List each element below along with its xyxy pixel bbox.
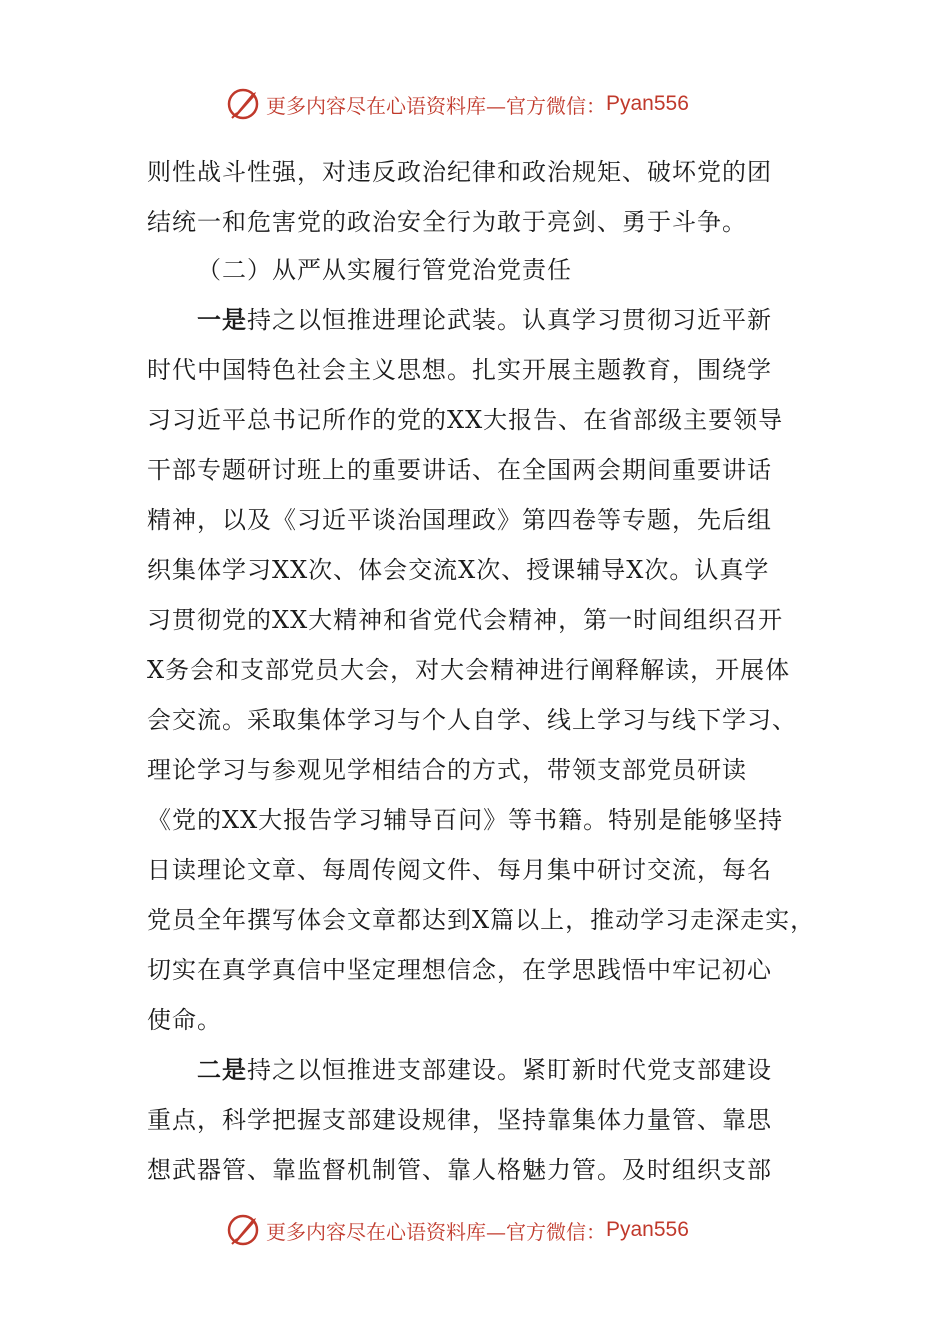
- text-line: 日读理论文章、每周传阅文件、每月集中研讨交流，每名: [147, 856, 772, 884]
- paragraph-text: 持之以恒推进理论武装。认真学习贯彻习近平新: [247, 306, 772, 334]
- text-line: 精神，以及《习近平谈治国理政》第四卷等专题，先后组: [147, 506, 772, 534]
- banner-text: 更多内容尽在心语资料库—官方微信：: [266, 1219, 606, 1244]
- text-line: 会交流。采取集体学习与个人自学、线上学习与线下学习、: [147, 706, 797, 734]
- banner-text: 更多内容尽在心语资料库—官方微信：: [266, 93, 606, 118]
- text-line: 时代中国特色社会主义思想。扎实开展主题教育，围绕学: [147, 356, 772, 384]
- paragraph-lead: 一是: [197, 305, 247, 334]
- text-line: 党员全年撰写体会文章都达到X篇以上，推动学习走深走实，: [147, 906, 816, 934]
- paragraph-start: [197, 1045, 772, 1095]
- wechat-id: Pyan556: [606, 1218, 689, 1241]
- paragraph-start: [197, 295, 772, 345]
- text-line: 习习近平总书记所作的党的XX大报告、在省部级主要领导: [147, 406, 784, 434]
- text-line: 想武器管、靠监督机制管、靠人格魅力管。及时组织支部: [147, 1156, 772, 1184]
- text-line: 《党的XX大报告学习辅导百问》等书籍。特别是能够坚持: [147, 806, 784, 834]
- wechat-id: Pyan556: [606, 92, 689, 115]
- paragraph-lead: 二是: [197, 1055, 247, 1084]
- text-line: 干部专题研讨班上的重要讲话、在全国两会期间重要讲话: [147, 456, 772, 484]
- section-heading: （二）从严从实履行管党治党责任: [197, 256, 572, 284]
- text-line: 结统一和危害党的政治安全行为敢于亮剑、勇于斗争。: [147, 208, 747, 236]
- quill-logo-icon: [226, 86, 262, 122]
- paragraph-text: 持之以恒推进支部建设。紧盯新时代党支部建设: [247, 1056, 772, 1084]
- footer-banner: [226, 1210, 689, 1250]
- text-line: X务会和支部党员大会，对大会精神进行阐释解读，开展体: [147, 656, 791, 684]
- text-line: 重点，科学把握支部建设规律，坚持靠集体力量管、靠思: [147, 1106, 772, 1134]
- text-line: 理论学习与参观见学相结合的方式，带领支部党员研读: [147, 756, 747, 784]
- quill-logo-icon: [226, 1212, 262, 1248]
- text-line: 使命。: [147, 1006, 222, 1034]
- text-line: 切实在真学真信中坚定理想信念，在学思践悟中牢记初心: [147, 956, 772, 984]
- header-banner: [226, 84, 689, 124]
- text-line: 习贯彻党的XX大精神和省党代会精神，第一时间组织召开: [147, 606, 784, 634]
- text-line: 织集体学习XX次、体会交流X次、授课辅导X次。认真学: [147, 556, 770, 584]
- text-line: 则性战斗性强，对违反政治纪律和政治规矩、破坏党的团: [147, 158, 772, 186]
